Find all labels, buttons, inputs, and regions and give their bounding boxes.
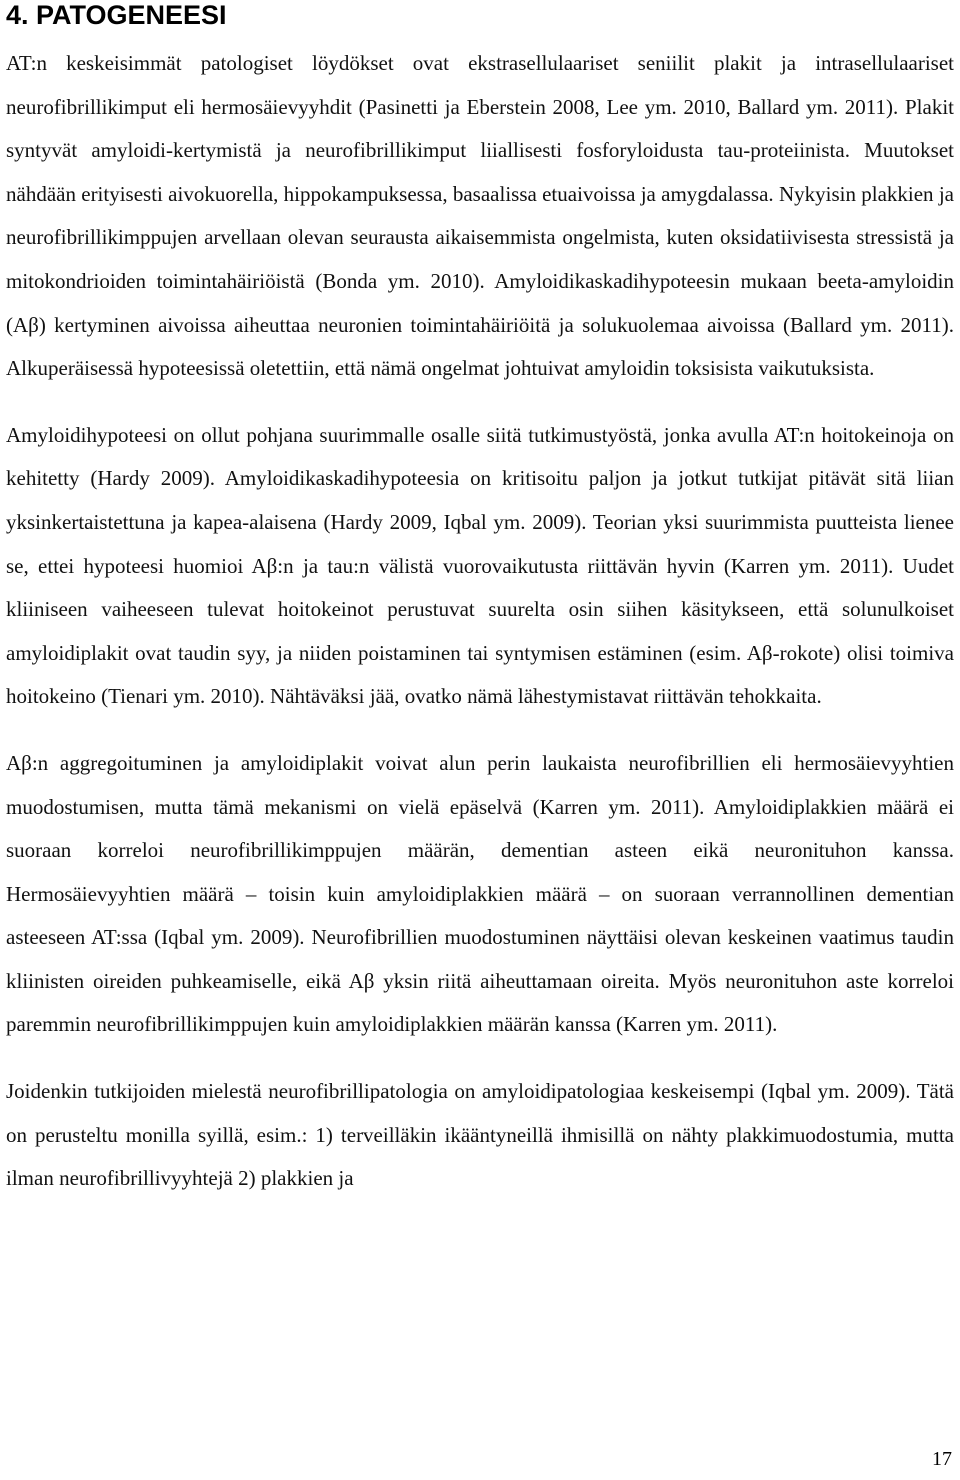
document-page	[6, 0, 954, 1201]
paragraph-3: Aβ:n aggregoituminen ja amyloidiplakit voivat alun perin laukaista neurofibrillien eli hermosäievyyhtien muodostumisen, mutta tämä mekanismi on vielä epäselvä (Karren ym. 2011). Amyloidiplakkien määrä ei suoraan korreloi neurofibrillikimppujen määrän, dementian asteen eikä neuronituhon kanssa. Hermosäievyyhtien määrä – toisin kuin amyloidiplakkien määrä – on suoraan verrannollinen dementian asteeseen AT:ssa (Iqbal ym. 2009). Neurofibrillien muodostuminen näyttäisi olevan keskeinen vaatimus taudin kliinisten oireiden puhkeamiselle, eikä Aβ yksin riitä aiheuttamaan oireita. Myös neuronituhon aste korreloi paremmin neurofibrillikimppujen kuin amyloidiplakkien määrän kanssa (Karren ym. 2011).	[6, 750, 954, 1037]
page-number: 17	[932, 1448, 952, 1470]
paragraph-4: Joidenkin tutkijoiden mielestä neurofibrillipatologia on amyloidipatologiaa keskeisempi (Iqbal ym. 2009). Tätä on perusteltu monilla syillä, esim.: 1) terveilläkin ikääntyneillä ihmisillä on nähty plakkimuodostumia, mutta ilman neurofibrillivyyhtejä 2) plakkien ja	[6, 1079, 954, 1191]
paragraph-1: AT:n keskeisimmät patologiset löydökset ovat ekstrasellulaariset seniilit plakit ja intrasellulaariset neurofibrillikimput eli hermosäievyyhdit (Pasinetti ja Eberstein 2008, Lee ym. 2010, Ballard ym. 2011). Plakit syntyvät amyloidi-kertymistä ja neurofibrillikimput liiallisesti fosforyloidusta tau-proteiinista. Muutokset nähdään erityisesti aivokuorella, hippokampuksessa, basaalissa etuaivoissa ja amygdalassa. Nykyisin plakkien ja neurofibrillikimppujen arvellaan olevan seurausta aikaisemmista ongelmista, kuten oksidatiivisesta stressistä ja mitokondrioiden toimintahäiriöistä (Bonda ym. 2010). Amyloidikaskadihypoteesin mukaan beeta-amyloidin (Aβ) kertyminen aivoissa aiheuttaa neuronien toimintahäiriöitä ja solukuolemaa aivoissa (Ballard ym. 2011). Alkuperäisessä hypoteesissä oletettiin, että nämä ongelmat johtuivat amyloidin toksisista vaikutuksista.	[6, 51, 954, 381]
paragraph-2: Amyloidihypoteesi on ollut pohjana suurimmalle osalle siitä tutkimustyöstä, jonka avulla AT:n hoitokeinoja on kehitetty (Hardy 2009). Amyloidikaskadihypoteesia on kritisoitu paljon ja jotkut tutkijat pitävät sitä liian yksinkertaistettuna ja kapea-alaisena (Hardy 2009, Iqbal ym. 2009). Teorian yksi suurimmista puutteista lienee se, ettei hypoteesi huomioi Aβ:n ja tau:n välistä vuorovaikutusta riittävän hyvin (Karren ym. 2011). Uudet kliiniseen vaiheeseen tulevat hoitokeinot perustuvat suurelta osin siihen käsitykseen, että solunulkoiset amyloidiplakit ovat taudin syy, ja niiden poistaminen tai syntymisen estäminen (esim. Aβ-rokote) olisi toimiva hoitokeino (Tienari ym. 2010). Nähtäväksi jää, ovatko nämä lähestymistavat riittävän tehokkaita.	[6, 422, 954, 709]
section-heading: 4. PATOGENEESI	[6, 0, 227, 30]
